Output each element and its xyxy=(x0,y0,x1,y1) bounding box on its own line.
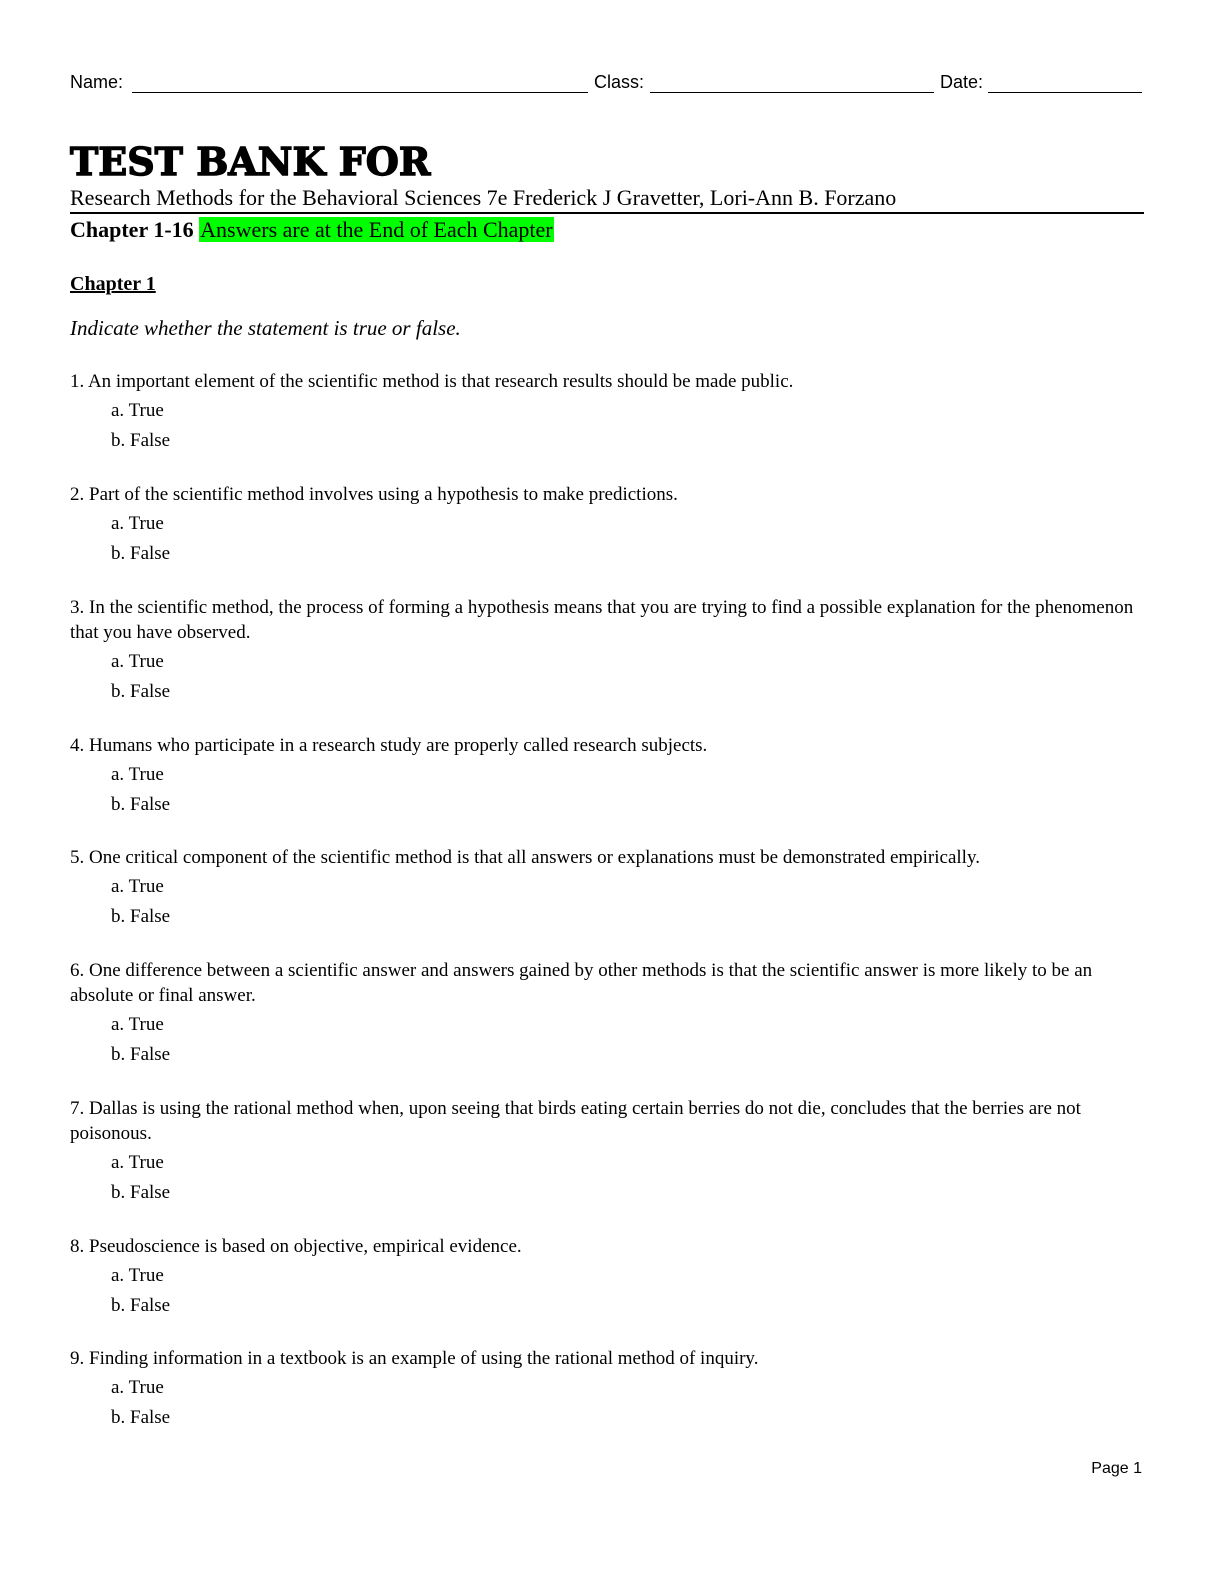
question-text: 7. Dallas is using the rational method when, upon seeing that birds eating certain berries do not die, concludes that the berries are not poisonous. xyxy=(70,1098,1081,1144)
date-field-line xyxy=(988,92,1142,93)
option-false: b. False xyxy=(111,906,171,927)
question-item xyxy=(70,958,1150,1070)
chapter-heading: Chapter 1 xyxy=(70,273,156,295)
question-text: 6. One difference between a scientific answer and answers gained by other methods is that the scientific answer is more likely to be an absolute or final answer. xyxy=(70,960,1093,1006)
option-true: a. True xyxy=(111,1152,164,1173)
question-text: 2. Part of the scientific method involves using a hypothesis to make predictions. xyxy=(70,484,678,505)
option-false: b. False xyxy=(111,1182,171,1203)
option-true: a. True xyxy=(111,1377,164,1398)
page-title: TEST BANK FOR xyxy=(70,139,431,184)
student-info-header xyxy=(70,70,1142,98)
option-false: b. False xyxy=(111,430,171,451)
option-false: b. False xyxy=(111,1295,171,1316)
question-item xyxy=(70,733,1150,820)
page-number: Page 1 xyxy=(1091,1460,1142,1477)
option-true: a. True xyxy=(111,1014,164,1035)
option-true: a. True xyxy=(111,876,164,897)
question-item xyxy=(70,369,1150,456)
question-text: 4. Humans who participate in a research study are properly called research subjects. xyxy=(70,735,708,756)
option-true: a. True xyxy=(111,513,164,534)
title-divider xyxy=(70,212,1144,214)
option-false: b. False xyxy=(111,681,171,702)
class-field-line xyxy=(650,92,934,93)
option-false: b. False xyxy=(111,1407,171,1428)
option-true: a. True xyxy=(111,1265,164,1286)
date-label: Date: xyxy=(940,72,984,92)
question-text: 8. Pseudoscience is based on objective, empirical evidence. xyxy=(70,1236,522,1257)
question-item xyxy=(70,1096,1150,1208)
answers-note-highlight: Answers are at the End of Each Chapter xyxy=(200,217,553,242)
question-text: 9. Finding information in a textbook is an example of using the rational method of inquiry. xyxy=(70,1348,759,1369)
option-false: b. False xyxy=(111,1044,171,1065)
name-label: Name: xyxy=(70,72,124,92)
question-item xyxy=(70,595,1150,707)
question-item xyxy=(70,482,1150,569)
instructions: Indicate whether the statement is true or false. xyxy=(70,316,461,340)
option-true: a. True xyxy=(111,400,164,421)
chapter-range: Chapter 1-16 xyxy=(70,217,194,242)
name-field-line xyxy=(132,92,588,93)
question-text: 3. In the scientific method, the process of forming a hypothesis means that you are trying to find a possible explanation for the phenomenon that you have observed. xyxy=(70,597,1134,643)
option-false: b. False xyxy=(111,794,171,815)
question-item xyxy=(70,1346,1150,1433)
question-text: 1. An important element of the scientific method is that research results should be made public. xyxy=(70,371,794,392)
question-item xyxy=(70,1234,1150,1321)
chapter-range-line xyxy=(70,216,554,244)
option-false: b. False xyxy=(111,543,171,564)
question-item xyxy=(70,845,1150,932)
option-true: a. True xyxy=(111,764,164,785)
option-true: a. True xyxy=(111,651,164,672)
question-text: 5. One critical component of the scientific method is that all answers or explanations must be demonstrated empirically. xyxy=(70,847,980,868)
book-subtitle: Research Methods for the Behavioral Sciences 7e Frederick J Gravetter, Lori-Ann B. Forzano xyxy=(70,185,897,210)
class-label: Class: xyxy=(594,72,645,92)
